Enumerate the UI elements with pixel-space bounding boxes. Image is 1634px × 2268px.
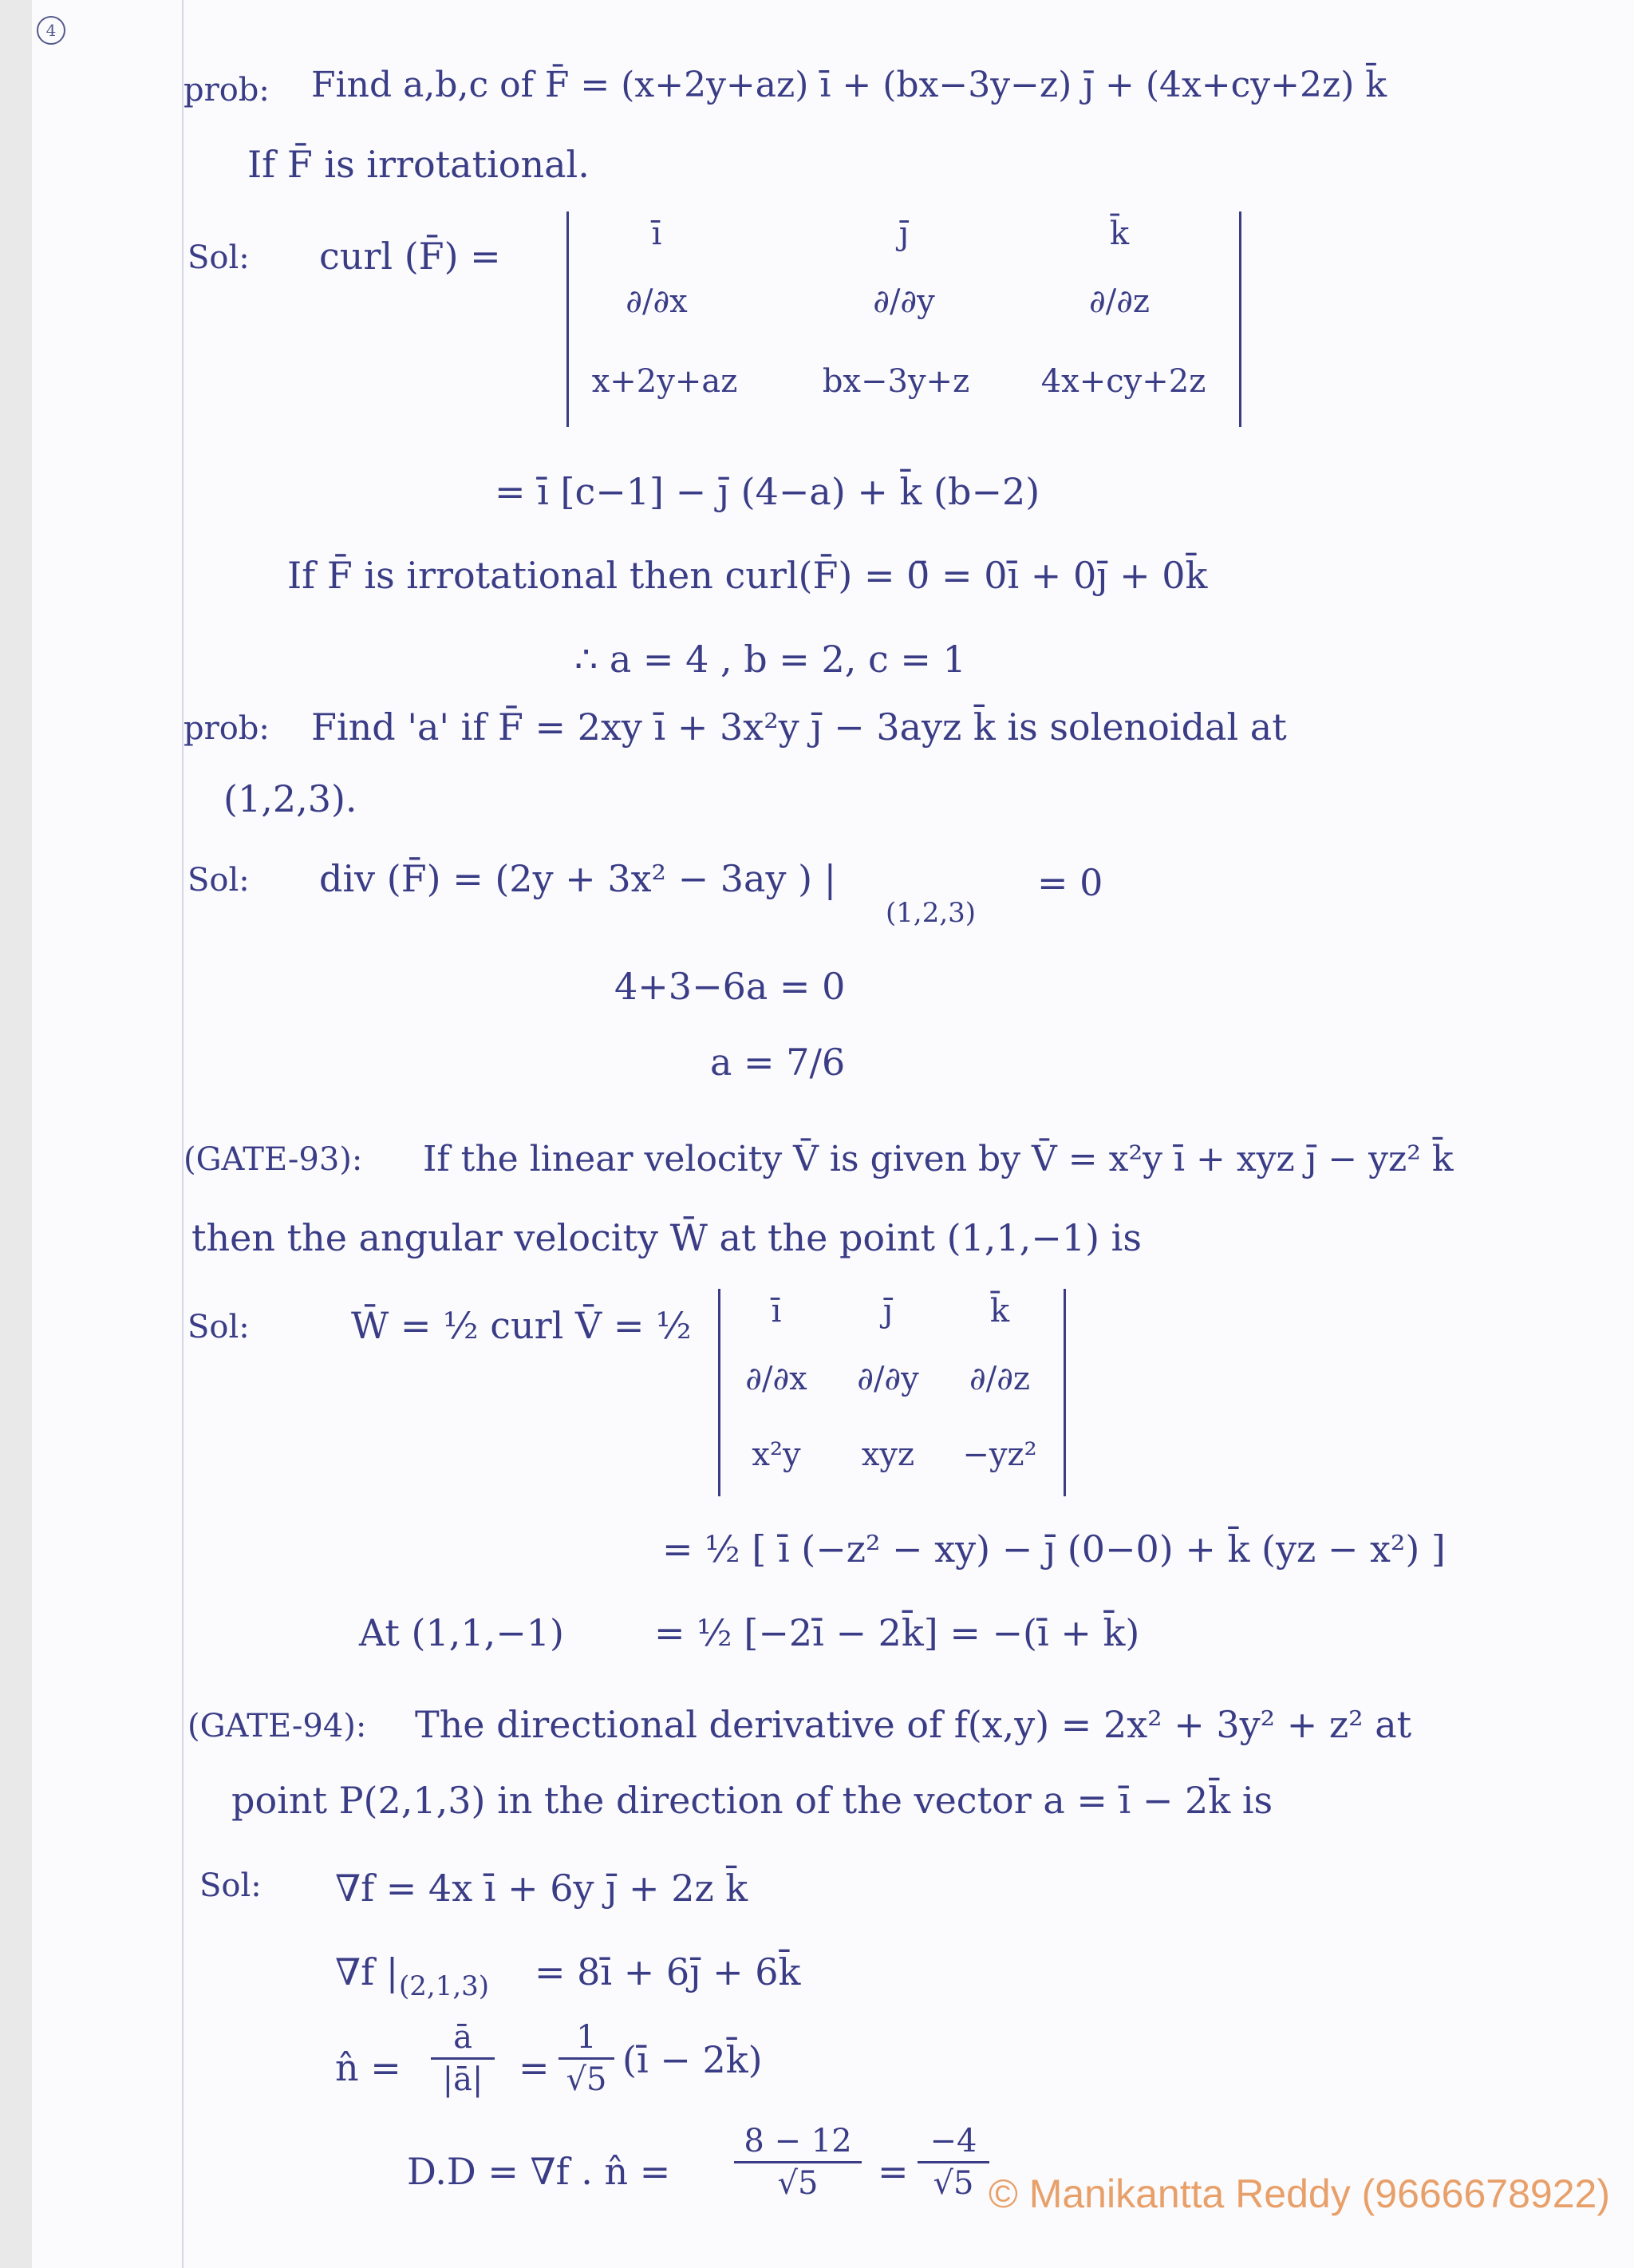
- prob4-nhat-lhs: n̂ =: [335, 2046, 401, 2089]
- det1-j: j̄: [898, 215, 910, 252]
- prob2-statement: Find 'a' if F̄ = 2xy ī + 3x²y j̄ − 3ayz k̄ is solenoidal at: [311, 705, 1287, 749]
- det1-dy: ∂/∂y: [873, 283, 935, 320]
- copyright-watermark: © Manikantta Reddy (9666678922): [988, 2171, 1610, 2216]
- prob1-label: prob:: [184, 72, 270, 109]
- det1-r: 4x+cy+2z: [1040, 363, 1206, 400]
- prob3-sol-label: Sol:: [187, 1309, 250, 1345]
- det1-i: ī: [651, 215, 662, 252]
- prob2-sol-label: Sol:: [187, 862, 250, 899]
- det2-dx: ∂/∂x: [745, 1361, 807, 1397]
- prob4-dd-eq2: =: [878, 2150, 909, 2193]
- fraction-bar: [918, 2161, 989, 2163]
- det2-q: xyz: [861, 1436, 915, 1473]
- prob4-dd-den2: √5: [933, 2165, 974, 2202]
- prob4-grad-at-sub: (2,1,3): [399, 1970, 490, 2002]
- det1-dx: ∂/∂x: [626, 283, 688, 320]
- prob3-at-label: At (1,1,−1): [359, 1611, 564, 1654]
- prob1-determinant: [566, 211, 1241, 427]
- prob4-dd-frac1: [734, 2123, 862, 2202]
- notes-page: [32, 0, 1634, 2268]
- det2-p: x²y: [752, 1436, 801, 1473]
- margin-line: [182, 0, 184, 2268]
- prob4-nhat-rhs-num: 1: [576, 2019, 597, 2056]
- prob4-nhat-den: |ā|: [442, 2061, 483, 2098]
- prob1-curl-lhs: curl (F̄) =: [319, 235, 501, 278]
- prob4-statement: The directional derivative of f(x,y) = 2x² + 3y² + z² at: [415, 1703, 1412, 1746]
- fraction-bar: [431, 2057, 495, 2060]
- prob1-sol-label: Sol:: [187, 239, 250, 276]
- prob1-result: ∴ a = 4 , b = 2, c = 1: [574, 638, 966, 681]
- det1-q: bx−3y+z: [822, 363, 970, 400]
- prob4-sol-label: Sol:: [199, 1867, 262, 1904]
- prob3-statement: If the linear velocity V̄ is given by V̄ = x²y ī + xyz j̄ − yz² k̄: [423, 1139, 1454, 1179]
- prob4-grad-at-val: = 8ī + 6j̄ + 6k̄: [535, 1950, 801, 1993]
- prob1-condition-line: If F̄ is irrotational then curl(F̄) = 0̄ = 0ī + 0j̄ + 0k̄: [287, 554, 1208, 597]
- prob4-grad: ∇f = 4x ī + 6y j̄ + 2z k̄: [335, 1867, 748, 1910]
- prob4-dd-num1: 8 − 12: [744, 2123, 852, 2159]
- prob2-div-sub: (1,2,3): [886, 897, 977, 929]
- prob3-lhs: W̄ = ½ curl V̄ = ½: [351, 1304, 692, 1347]
- prob3-statement2: then the angular velocity W̄ at the point (1,1,−1) is: [191, 1216, 1142, 1259]
- prob1-statement: Find a,b,c of F̄ = (x+2y+az) ī + (bx−3y−z) j̄ + (4x+cy+2z) k̄: [311, 65, 1387, 105]
- page-number: 4: [37, 16, 65, 45]
- prob1-expansion: = ī [c−1] − j̄ (4−a) + k̄ (b−2): [495, 470, 1040, 513]
- prob4-nhat-num: ā: [453, 2019, 472, 2056]
- prob2-label: prob:: [184, 710, 270, 747]
- det1-k: k̄: [1109, 215, 1130, 252]
- prob3-label: (GATE-93):: [184, 1141, 363, 1178]
- prob4-nhat-frac: [431, 2019, 495, 2098]
- prob4-dd-num2: −4: [929, 2123, 977, 2159]
- det2-j: j̄: [882, 1293, 894, 1330]
- prob3-at-value: = ½ [−2ī − 2k̄] = −(ī + k̄): [654, 1611, 1140, 1654]
- prob2-step1: 4+3−6a = 0: [614, 965, 846, 1008]
- fraction-bar: [734, 2161, 862, 2163]
- prob4-grad-at: ∇f |: [335, 1950, 399, 1993]
- prob2-step2: a = 7/6: [710, 1041, 846, 1084]
- prob3-expansion: = ½ [ ī (−z² − xy) − j̄ (0−0) + k̄ (yz − x²) ]: [662, 1527, 1446, 1571]
- det2-i: ī: [771, 1293, 782, 1330]
- prob4-dd-frac2: [918, 2123, 989, 2202]
- prob3-determinant: [718, 1289, 1066, 1496]
- prob2-div-line: div (F̄) = (2y + 3x² − 3ay ) |: [319, 857, 837, 900]
- det1-p: x+2y+az: [591, 363, 738, 400]
- prob4-nhat-rhs-frac: [558, 2019, 614, 2098]
- prob4-dd-lhs: D.D = ∇f . n̂ =: [407, 2150, 671, 2193]
- det2-k: k̄: [989, 1293, 1010, 1330]
- prob4-nhat-rhs-den: √5: [566, 2061, 607, 2098]
- det2-dy: ∂/∂y: [857, 1361, 919, 1397]
- prob4-nhat-rhs-eq: =: [519, 2046, 550, 2089]
- fraction-bar: [558, 2057, 614, 2060]
- prob2-div-eq: = 0: [1037, 861, 1103, 904]
- det1-dz: ∂/∂z: [1089, 283, 1150, 320]
- prob2-point: (1,2,3).: [223, 777, 357, 820]
- prob1-condition: If F̄ is irrotational.: [247, 143, 590, 186]
- prob4-statement2: point P(2,1,3) in the direction of the vector a = ī − 2k̄ is: [231, 1779, 1273, 1822]
- det2-dz: ∂/∂z: [969, 1361, 1030, 1397]
- prob4-label: (GATE-94):: [187, 1708, 367, 1744]
- det2-r: −yz²: [962, 1436, 1037, 1473]
- prob4-nhat-rhs-tail: (ī − 2k̄): [622, 2038, 763, 2081]
- prob4-dd-den1: √5: [777, 2165, 819, 2202]
